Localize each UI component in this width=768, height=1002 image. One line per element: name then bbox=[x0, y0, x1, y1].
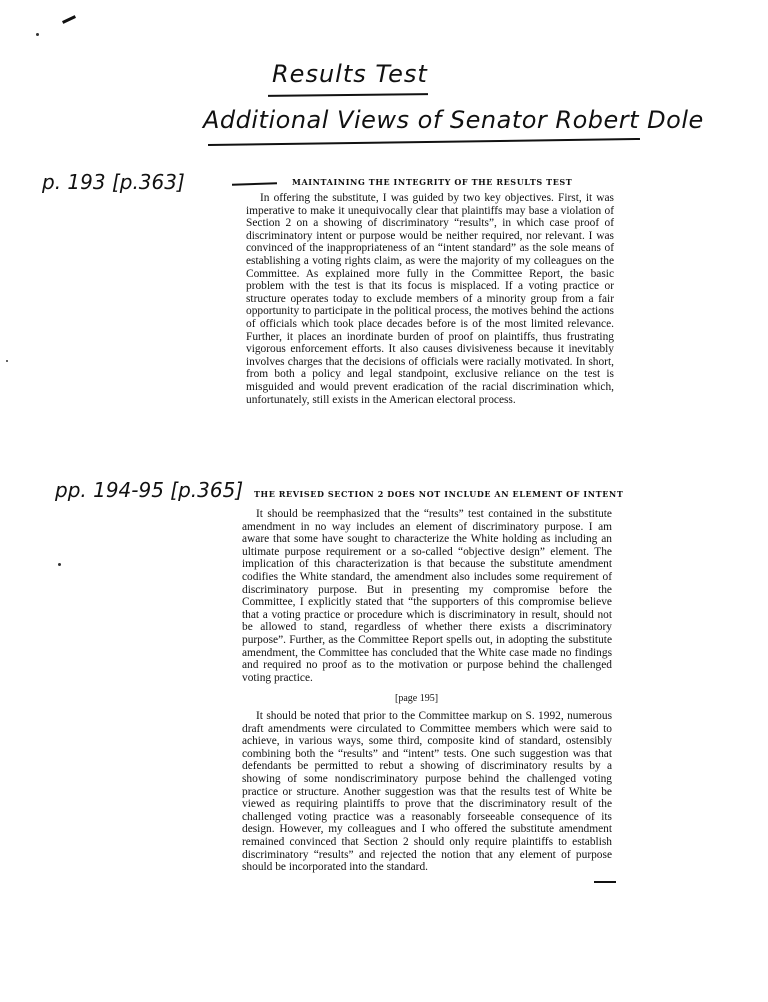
corner-pen-mark bbox=[62, 15, 76, 24]
stray-dot bbox=[6, 360, 8, 362]
handwritten-page-ref-1: p. 193 [p.363] bbox=[42, 170, 185, 194]
subtitle-underline bbox=[208, 138, 640, 146]
section2-paragraph-2: It should be noted that prior to the Committee markup on S. 1992, numerous draft amendments were circulated to Committee members which were said to achieve, in various ways, some third, composite kind of standard, ostensibly combining both the “results” and “intent” tests. One such suggestion was that defendants be permitted to rebut a showing of discriminatory results by a showing of some nondiscriminatory purpose behind the challenged voting practice or structure. Another suggestion was that the results test of White be viewed as requiring plaintiffs to prove that the discriminatory result of the challenged voting practice was a reasonably forseeable consequence of its design. However, my colleagues and I who offered the substitute amendment remained convinced that Section 2 should only require plaintiffs to establish discriminatory “results” and rejected the notion that any element of purpose should be incorporated into the standard. bbox=[242, 710, 612, 874]
handwritten-page-ref-2: pp. 194-95 [p.365] bbox=[55, 478, 244, 502]
section1-paragraph: In offering the substitute, I was guided by two key objectives. First, it was imperative to make it unequivocally clear that plaintiffs may base a violation of Section 2 on a showing of discriminatory “results”, in which case proof of discriminatory intent or purpose would be neither required, nor relevant. I was convinced of the inappropriateness of an “intent standard” as the sole means of establishing a voting rights claim, as were the majority of my colleagues on the Committee. As explained more fully in the Committee Report, the basic problem with the test is that its focus is misplaced. If a voting practice or structure operates today to exclude members of a minority group from a fair opportunity to participate in the political process, the motives behind the actions of officials which took place decades before is of the most limited relevance. Further, it places an inordinate burden of proof on plaintiffs, thus frustrating vigorous enforcement efforts. It also causes divisiveness because it inevitably involves charges that the decisions of officials were racially motivated. In short, from both a policy and legal standpoint, exclusive reliance on the test is misguided and would prevent eradication of the racial discrimination which, unfortunately, still exists in the American electoral process. bbox=[246, 192, 614, 406]
stray-dot bbox=[58, 563, 61, 566]
section-heading-results-test: MAINTAINING THE INTEGRITY OF THE RESULTS TEST bbox=[292, 177, 573, 187]
handwritten-title: Results Test bbox=[272, 60, 428, 88]
stray-dot bbox=[36, 33, 39, 36]
title-underline bbox=[268, 93, 428, 97]
margin-dash-mark bbox=[232, 182, 277, 186]
section2-paragraph-1: It should be reemphasized that the “results” test contained in the substitute amendment in no way includes an element of discriminatory purpose. I am aware that some have sought to characterize the White holding as including an ultimate purpose requirement or a so-called “objective design” element. The implication of this characterization is that because the substitute amendment codifies the White standard, the amendment also includes some requirement of discriminatory purpose. But in presenting my compromise before the Committee, I explicitly stated that “the supporters of this compromise believe that a voting practice or procedure which is discriminatory in result, should not be allowed to stand, regardless of whether there exists a discriminatory purpose”. Further, as the Committee Report spells out, in adopting the substitute amendment, the Committee has concluded that the White case made no findings and required no proof as to the motivation or purpose behind the challenged voting practice. bbox=[242, 508, 612, 684]
section-heading-no-intent: THE REVISED SECTION 2 DOES NOT INCLUDE AN ELEMENT OF INTENT bbox=[254, 489, 624, 499]
handwritten-subtitle: Additional Views of Senator Robert Dole bbox=[203, 106, 704, 134]
end-pen-mark bbox=[594, 881, 616, 883]
page-marker: [page 195] bbox=[395, 693, 439, 704]
